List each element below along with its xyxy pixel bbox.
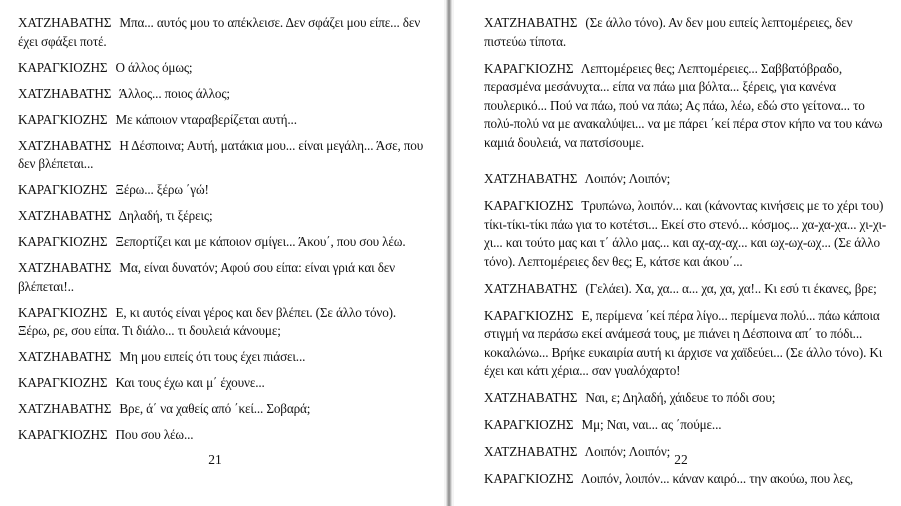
- dialogue-text: Ναι, ε; Δηλαδή, χάιδευε το πόδι σου;: [585, 390, 776, 405]
- dialogue-line: [484, 14, 891, 51]
- dialogue-text: Μη μου ειπείς ότι τους έχει πιάσει...: [119, 349, 306, 364]
- speaker-name: ΧΑΤΖΗΑΒΑΤΗΣ: [18, 15, 112, 30]
- page-number: 21: [208, 452, 222, 467]
- dialogue-line: [18, 348, 430, 367]
- speaker-name: ΚΑΡΑΓΚΙΟΖΗΣ: [18, 375, 108, 390]
- speaker-name: ΚΑΡΑΓΚΙΟΖΗΣ: [484, 417, 574, 432]
- dialogue-text: Ο άλλος όμως;: [115, 59, 193, 75]
- dialogue-line: [484, 170, 891, 189]
- speaker-name: ΧΑΤΖΗΑΒΑΤΗΣ: [484, 444, 578, 459]
- speaker-name: ΚΑΡΑΓΚΙΟΖΗΣ: [18, 427, 108, 442]
- dialogue-line: [484, 389, 891, 408]
- dialogue-text: (Γελάει). Χα, χα... α... χα, χα, χα!.. Κι εσύ τι έκανες, βρε;: [585, 280, 877, 296]
- page-22-content: [484, 14, 891, 489]
- speaker-name: ΧΑΤΖΗΑΒΑΤΗΣ: [484, 280, 578, 296]
- dialogue-line: [484, 416, 891, 435]
- dialogue-text: Μα, είναι δυνατόν; Αφού σου είπα: είναι γριά και δεν βλέπεται!..: [18, 260, 395, 294]
- dialogue-line: [18, 85, 430, 104]
- dialogue-line: [484, 60, 891, 153]
- dialogue-text: Τρυπώνω, λοιπόν... και (κάνοντας κινήσεις με το χέρι του) τίκι-τίκι-τίκι πάω για το κοτέτσι... Εκεί στο στενό... κόσμος... χα-χα-χα... χι-χι-χι... και τούτο μας και τ΄ άλλο μας... και αχ-αχ-αχ... και ωχ-ωχ-ωχ... (Σε άλλο τόνο). Λεπτομέρειες δεν θες; Ε, κάτσε και άκου΄...: [484, 198, 887, 269]
- speaker-name: ΧΑΤΖΗΑΒΑΤΗΣ: [484, 15, 578, 30]
- dialogue-text: Και τους έχω και μ΄ έχουνε...: [115, 375, 265, 390]
- speaker-name: ΚΑΡΑΓΚΙΟΖΗΣ: [18, 304, 108, 320]
- speaker-name: ΧΑΤΖΗΑΒΑΤΗΣ: [484, 171, 578, 186]
- page-21-content: [18, 14, 430, 445]
- dialogue-text: Η Δέσποινα; Αυτή, ματάκια μου... είναι μεγάλη... Άσε, που δεν βλέπεται...: [18, 137, 424, 171]
- dialogue-line: [18, 111, 430, 130]
- dialogue-line: [18, 59, 430, 78]
- dialogue-line: [18, 374, 430, 393]
- dialogue-text: Ξεπορτίζει και με κάποιον σμίγει... Άκου΄, που σου λέω.: [115, 234, 406, 249]
- dialogue-text: Λοιπόν; Λοιπόν;: [584, 171, 671, 186]
- page-divider: [444, 0, 454, 506]
- page-22: [454, 0, 901, 506]
- dialogue-text: Λοιπόν; Λοιπόν;: [584, 444, 671, 459]
- page-21: [0, 0, 444, 506]
- dialogue-text: (Σε άλλο τόνο). Αν δεν μου ειπείς λεπτομέρειες, δεν πιστεύω τίποτα.: [484, 15, 853, 49]
- dialogue-text: Λεπτομέρειες θες; Λεπτομέρειες... Σαββατόβραδο, περασμένα μεσάνυχτα... είπα να πάω μια βόλτα... ξέρεις, για κανένα πουλερικό... Πού να πάω, πού να πάω; Ας πάω, λέω, εδώ στο γείτονα... το πολύ-πολύ να με ανακαλύψει... να με πάρει ΄κεί πέρα στον κήπο να του κάνω καμιά δουλειά, να πατσίσουμε.: [484, 60, 883, 150]
- dialogue-line: [484, 470, 891, 489]
- dialogue-text: Ε, περίμενα ΄κεί πέρα λίγο... περίμενα πολύ... πάω κάποια στιγμή να περάσω εκεί ανάμεσά τους, με πιάνει η Δέσποινα απ΄ το πόδι... κοκαλώνω... Βρήκε ευκαιρία αυτή κι άρχισε να χαϊδεύει... (Σε άλλο τόνο). Κι έχει και κάτι χέρια... σαν γυαλόχαρτο!: [484, 307, 883, 378]
- dialogue-text: Δηλαδή, τι ξέρεις;: [118, 208, 213, 223]
- dialogue-text: Ε, κι αυτός είναι γέρος και δεν βλέπει. (Σε άλλο τόνο). Ξέρω, ρε, σου είπα. Τι διάλο... τι δουλειά κάνουμε;: [18, 304, 397, 338]
- speaker-name: ΚΑΡΑΓΚΙΟΖΗΣ: [484, 307, 574, 323]
- dialogue-line: [18, 400, 430, 419]
- speaker-name: ΧΑΤΖΗΑΒΑΤΗΣ: [18, 401, 112, 416]
- page-number: 22: [674, 452, 688, 467]
- speaker-name: ΚΑΡΑΓΚΙΟΖΗΣ: [484, 198, 574, 213]
- speaker-name: ΧΑΤΖΗΑΒΑΤΗΣ: [18, 260, 112, 275]
- dialogue-text: Μπα... αυτός μου το απέκλεισε. Δεν σφάζει μου είπε... δεν έχει σφάξει ποτέ.: [18, 15, 421, 49]
- speaker-name: ΚΑΡΑΓΚΙΟΖΗΣ: [18, 234, 108, 249]
- speaker-name: ΧΑΤΖΗΑΒΑΤΗΣ: [18, 349, 112, 364]
- dialogue-line: [18, 233, 430, 252]
- dialogue-text: Ξέρω... ξέρω ΄γώ!: [115, 182, 209, 197]
- dialogue-text: Άλλος... ποιος άλλος;: [118, 85, 230, 101]
- speaker-name: ΧΑΤΖΗΑΒΑΤΗΣ: [18, 208, 112, 223]
- dialogue-text: Με κάποιον νταραβερίζεται αυτή...: [115, 111, 297, 127]
- dialogue-text: Που σου λέω...: [115, 427, 194, 442]
- dialogue-line: [18, 259, 430, 296]
- speaker-name: ΧΑΤΖΗΑΒΑΤΗΣ: [484, 390, 578, 405]
- dialogue-line: [18, 304, 430, 341]
- dialogue-text: Λοιπόν, λοιπόν... κάναν καιρό... την ακούω, που λες,: [580, 471, 854, 486]
- dialogue-line: [18, 207, 430, 226]
- dialogue-line: [484, 197, 891, 271]
- dialogue-line: [18, 426, 430, 445]
- speaker-name: ΧΑΤΖΗΑΒΑΤΗΣ: [18, 85, 112, 101]
- dialogue-text: Μμ; Ναι, ναι... ας ΄πούμε...: [581, 417, 722, 432]
- dialogue-line: [18, 181, 430, 200]
- dialogue-line: [484, 280, 891, 299]
- speaker-name: ΧΑΤΖΗΑΒΑΤΗΣ: [18, 137, 112, 153]
- speaker-name: ΚΑΡΑΓΚΙΟΖΗΣ: [18, 59, 108, 75]
- speaker-name: ΚΑΡΑΓΚΙΟΖΗΣ: [18, 111, 108, 127]
- dialogue-text: Βρε, ά΄ να χαθείς από ΄κεί... Σοβαρά;: [119, 401, 311, 416]
- dialogue-line: [18, 14, 430, 51]
- dialogue-line: [484, 307, 891, 381]
- speaker-name: ΚΑΡΑΓΚΙΟΖΗΣ: [484, 471, 574, 486]
- dialogue-line: [18, 137, 430, 174]
- speaker-name: ΚΑΡΑΓΚΙΟΖΗΣ: [484, 60, 574, 76]
- speaker-name: ΚΑΡΑΓΚΙΟΖΗΣ: [18, 182, 108, 197]
